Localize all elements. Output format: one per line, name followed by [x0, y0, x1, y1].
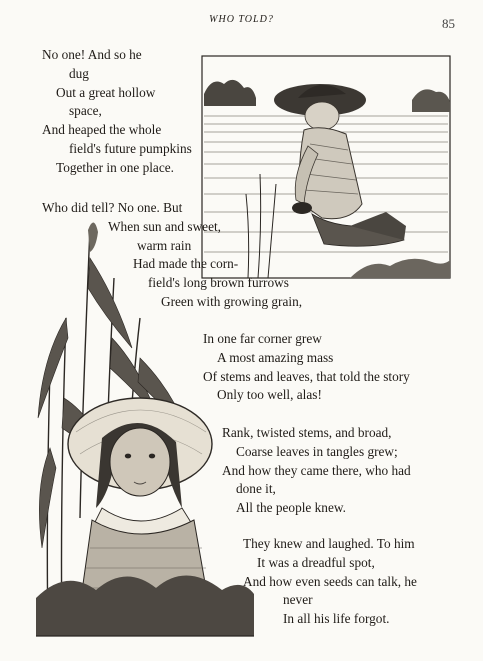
verse-line: Green with growing grain,	[161, 293, 303, 309]
verse-line: It was a dreadful spot,	[257, 554, 375, 570]
stanza-1	[42, 46, 192, 178]
verse-line: Out a great hollow	[56, 84, 156, 100]
verse-line: And how they came there, who had	[222, 462, 411, 478]
verse-line: never	[283, 592, 313, 608]
verse-line: No one! And so he	[42, 47, 142, 62]
page-number: 85	[442, 16, 455, 31]
running-head: WHO TOLD?	[209, 14, 274, 25]
verse-line: Together in one place.	[56, 159, 174, 175]
verse-line: Coarse leaves in tangles grew;	[236, 443, 398, 459]
verse-line: Had made the corn-	[133, 256, 239, 272]
verse-line: field's future pumpkins	[69, 140, 192, 156]
verse-line: field's long brown furrows	[148, 275, 289, 291]
verse-line: All the people knew.	[236, 500, 346, 516]
verse-line: Only too well, alas!	[217, 387, 322, 403]
verse-line: Of stems and leaves, that told the story	[203, 368, 410, 384]
verse-line: And heaped the whole	[42, 122, 162, 138]
verse-line: Who did tell? No one. But	[42, 200, 183, 215]
verse-line: space,	[69, 103, 102, 119]
verse-line: They knew and laughed. To him	[243, 536, 415, 551]
stanza-5	[243, 535, 417, 629]
verse-line: And how even seeds can talk, he	[243, 573, 417, 589]
verse-line: warm rain	[137, 237, 192, 253]
verse-line: done it,	[236, 481, 276, 497]
stanza-4	[222, 424, 411, 518]
verse-line: In one far corner grew	[203, 331, 322, 346]
stanza-3	[203, 330, 410, 405]
verse-line: A most amazing mass	[217, 349, 334, 365]
stanza-2	[42, 199, 302, 312]
verse-line: dug	[69, 65, 89, 81]
verse-line: When sun and sweet,	[108, 218, 221, 234]
verse-line: Rank, twisted stems, and broad,	[222, 425, 392, 440]
verse-line: In all his life forgot.	[283, 611, 390, 627]
